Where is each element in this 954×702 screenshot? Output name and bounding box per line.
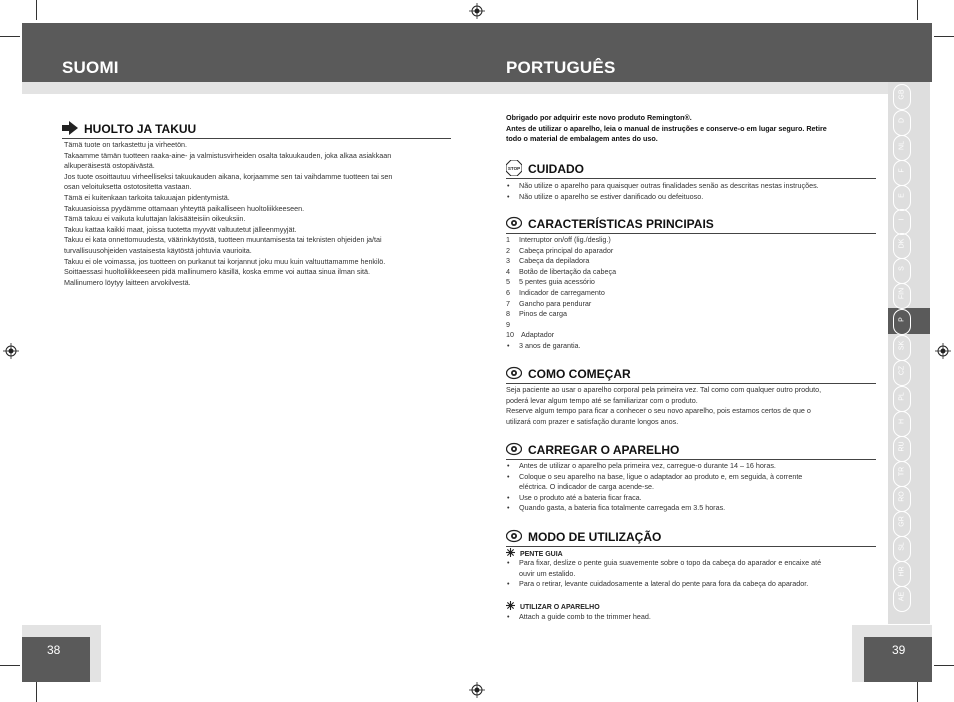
crop-mark	[0, 36, 20, 37]
registration-mark-icon	[469, 682, 485, 698]
intro-line: Antes de utilizar o aparelho, leia o manual de instruções e conserve-o em lugar seguro. Retire	[506, 123, 827, 133]
eye-icon	[506, 216, 522, 230]
tab-label: NL	[898, 141, 906, 150]
item-number: 4	[506, 266, 510, 276]
text-line: Jos tuote osoittautuu virheelliseksi takuukauden aikana, korjaamme sen tai vaihdamme tuotteen tai sen	[64, 171, 393, 181]
como-comecar-body	[506, 385, 881, 427]
tab-hr[interactable]	[893, 561, 911, 587]
cuidado-list	[506, 181, 881, 202]
list-item: • Quando gasta, a bateria fica totalmente carregada em 3.5 horas.	[507, 503, 726, 513]
item-number: 6	[506, 287, 510, 297]
tab-gb[interactable]	[893, 84, 911, 110]
utilizar-subheading	[506, 601, 600, 611]
utilizar-list	[506, 612, 881, 623]
tab-label: I	[898, 218, 906, 221]
tab-d[interactable]	[893, 110, 911, 136]
tab-label: GB	[898, 89, 906, 100]
text-line: osan veloituksetta ostotositetta vastaan.	[64, 182, 192, 192]
caracteristicas-section-heading	[506, 213, 876, 234]
crop-mark	[934, 665, 954, 666]
text-line: Tämä takuu ei vaikuta kuluttajan lakisääteisiin oikeuksiin.	[64, 214, 246, 224]
text-line: poderá levar algum tempo até se familiarizar com o produto.	[506, 395, 698, 405]
list-item	[506, 235, 881, 246]
cuidado-heading-text: CUIDADO	[528, 162, 584, 176]
crop-mark	[36, 682, 37, 702]
item-number: 7	[506, 298, 510, 308]
list-item	[506, 320, 881, 331]
text-line: Takuu kattaa kaikki maat, joissa tuotetta myyvät valtuutetut jälleenmyyjät.	[64, 224, 297, 234]
list-item-text: Botão de libertação da cabeça	[519, 266, 617, 276]
como-comecar-section-heading	[506, 363, 876, 384]
tab-label: PL	[898, 392, 906, 401]
tab-e[interactable]	[893, 185, 911, 211]
list-item: • Não utilize o aparelho para quaisquer outras finalidades senão as descritas nestas instruções.	[507, 181, 819, 190]
list-item-text: Antes de utilizar o aparelho pela primeira vez, carregue-o durante 14 – 16 horas.	[519, 461, 776, 470]
carregar-heading-text: CARREGAR O APARELHO	[528, 443, 680, 457]
crop-mark	[0, 665, 20, 666]
registration-mark-icon	[935, 343, 951, 359]
item-number: 9	[506, 319, 510, 329]
list-item: • Para o retirar, levante cuidadosamente a lateral do pente para fora da cabeça do aparador.	[507, 579, 809, 589]
eye-icon	[506, 529, 522, 543]
list-item	[506, 309, 881, 320]
list-item-text: 3 anos de garantia.	[519, 340, 581, 350]
cuidado-section-heading	[506, 158, 876, 179]
item-number: 10	[506, 330, 514, 340]
tab-label: P	[898, 317, 906, 322]
tab-label: F	[898, 168, 906, 173]
list-item-text: Adaptador	[521, 330, 555, 340]
carregar-section-heading	[506, 439, 876, 460]
list-item	[506, 330, 881, 341]
tab-ru[interactable]	[893, 436, 911, 462]
list-item: • Coloque o seu aparelho na base, ligue o adaptador ao produto e, em seguida, à corrente eléctrica. O indicador de carga acende-se.	[507, 471, 803, 492]
tab-gr[interactable]	[893, 511, 911, 537]
list-item-text: Indicador de carregamento	[519, 287, 605, 297]
item-number: 3	[506, 256, 510, 266]
list-item-text: Use o produto até a bateria ficar fraca.	[519, 492, 642, 502]
list-item-text: eléctrica. O indicador de carga acende-se.	[519, 482, 655, 492]
list-item-text: Gancho para pendurar	[519, 298, 592, 308]
tab-label: S	[898, 266, 906, 271]
tab-label: TR	[898, 466, 906, 477]
modo-section-heading	[506, 526, 876, 547]
list-item	[506, 246, 881, 257]
crop-mark	[917, 682, 918, 702]
tab-label: RO	[898, 491, 906, 502]
eye-icon	[506, 442, 522, 456]
registration-mark-icon	[3, 343, 19, 359]
tab-sl[interactable]	[893, 536, 911, 562]
crop-mark	[917, 0, 918, 20]
list-item-text: Quando gasta, a bateria fica totalmente carregada em 3.5 horas.	[519, 503, 726, 513]
text-line: Seja paciente ao usar o aparelho corporal pela primeira vez. Tal como com qualquer outro produto,	[506, 385, 822, 394]
tab-ae[interactable]	[893, 586, 911, 612]
text-line: utilizará com prazer e satisfação durante longos anos.	[506, 416, 679, 426]
left-page-title: SUOMI	[62, 58, 119, 77]
right-arrow-icon	[62, 121, 78, 135]
crop-mark	[934, 36, 954, 37]
utilizar-label: UTILIZAR O APARELHO	[519, 604, 600, 611]
tab-label: RU	[898, 441, 906, 452]
list-item	[506, 288, 881, 299]
huolto-body	[64, 140, 459, 288]
stop-sign-icon	[506, 160, 522, 176]
list-item	[506, 256, 881, 267]
item-number: 1	[506, 235, 510, 244]
item-number: 2	[506, 245, 510, 255]
tab-label: HR	[898, 566, 906, 577]
list-item-text: Cabeça da depiladora	[519, 256, 590, 266]
pente-guia-list	[506, 558, 881, 590]
list-item-text: Interruptor on/off (lig./deslig.)	[519, 235, 611, 244]
tab-s[interactable]	[893, 258, 911, 284]
text-line: Takaamme tämän tuotteen raaka-aine- ja valmistusvirheiden osalta takuukauden, joka alkaa asiakkaan	[64, 150, 392, 160]
text-line: Takuu ei ole voimassa, jos tuotteen on purkanut tai korjannut joku muu kuin valtuuttamamme henkilö.	[64, 256, 386, 266]
tab-sk[interactable]	[893, 335, 911, 361]
tab-label: D	[898, 117, 906, 124]
tab-label: H	[898, 418, 906, 425]
list-item-text: Cabeça principal do aparador	[519, 245, 614, 255]
list-item-text: Não utilize o aparelho para quaisquer outras finalidades senão as descritas nestas instruções.	[519, 181, 819, 190]
tab-fin[interactable]	[893, 283, 911, 309]
tab-label: AE	[898, 591, 906, 602]
tab-label: FIN	[898, 287, 906, 300]
list-item-text: 5 pentes guia acessório	[519, 277, 595, 287]
text-line: Mallinumero löytyy laitteen arvokilvestä.	[64, 277, 191, 287]
tab-label: GR	[898, 516, 906, 527]
list-item	[506, 277, 881, 288]
list-item-text: ouvir um estalido.	[519, 568, 576, 578]
list-item: • Attach a guide comb to the trimmer head.	[507, 612, 651, 621]
text-line: Tämä tuote on tarkastettu ja virheetön.	[64, 140, 188, 149]
right-page-number: 39	[892, 643, 906, 657]
intro-line: todo o material de embalagem antes do uso.	[506, 134, 658, 144]
tab-ro[interactable]	[893, 486, 911, 512]
stop-icon-text: STOP	[507, 166, 521, 171]
list-item: • Não utilize o aparelho se estiver danificado ou defeituoso.	[507, 191, 704, 201]
intro-line: Obrigado por adquirir este novo produto Remington®.	[506, 113, 692, 122]
como-comecar-heading-text: COMO COMEÇAR	[528, 367, 631, 381]
tab-dk[interactable]	[893, 233, 911, 259]
text-line: Tämä ei kuitenkaan tarkoita takuuajan pidentymistä.	[64, 192, 230, 202]
left-page-number: 38	[47, 643, 61, 657]
tab-label: SL	[898, 542, 906, 551]
item-number: 5	[506, 277, 510, 287]
tab-pl[interactable]	[893, 386, 911, 412]
right-page-title: PORTUGUÊS	[506, 58, 616, 77]
text-line: alkuperäisestä ostopäivästä.	[64, 161, 155, 171]
item-number: 8	[506, 309, 510, 319]
list-item-text: Para o retirar, levante cuidadosamente a lateral do pente para fora da cabeça do aparador.	[519, 579, 809, 589]
eye-icon	[506, 366, 522, 380]
list-item-text: Para fixar, deslize o pente guia suavemente sobre o topo da cabeça do aparador e encaixe até	[519, 558, 822, 567]
list-item: • Para fixar, deslize o pente guia suavemente sobre o topo da cabeça do aparador e encaixe até ouvir um estalido.	[507, 558, 822, 578]
pente-guia-subheading	[506, 548, 563, 558]
huolto-heading-text: HUOLTO JA TAKUU	[84, 122, 197, 136]
list-item: • Use o produto até a bateria ficar fraca.	[507, 492, 642, 502]
list-item-text: Coloque o seu aparelho na base, ligue o adaptador ao produto e, em seguida, à corrente	[519, 471, 803, 481]
tab-label: DK	[898, 238, 906, 249]
left-header-strip	[22, 82, 477, 94]
list-item-text: Não utilize o aparelho se estiver danificado ou defeituoso.	[519, 191, 704, 201]
text-line: Takuuasioissa pyydämme ottamaan yhteyttä paikalliseen huoltoliikkeeseen.	[64, 203, 305, 213]
intro-text	[506, 113, 881, 145]
caracteristicas-heading-text: CARACTERÍSTICAS PRINCIPAIS	[528, 217, 714, 231]
sparkle-icon	[506, 548, 515, 557]
text-line: turvallisuusohjeiden vastaisesta käytöstä johtuvia vaurioita.	[64, 245, 252, 255]
tab-p[interactable]	[893, 309, 911, 335]
caracteristicas-list	[506, 235, 881, 352]
carregar-list	[506, 461, 881, 514]
modo-heading-text: MODO DE UTILIZAÇÃO	[528, 530, 662, 544]
tab-nl[interactable]	[893, 135, 911, 161]
list-item	[506, 267, 881, 278]
tab-cz[interactable]	[893, 360, 911, 386]
tab-f[interactable]	[893, 160, 911, 186]
text-line: Takuu ei kata onnettomuudesta, väärinkäytöstä, tuotteen muuntamisesta tai teknisten ohjeiden ja/tai	[64, 235, 382, 245]
list-item: • 3 anos de garantia.	[507, 340, 581, 350]
list-item	[506, 299, 881, 310]
pente-guia-label: PENTE GUIA	[519, 551, 563, 558]
registration-mark-icon	[469, 3, 485, 19]
tab-i[interactable]	[893, 209, 911, 235]
tab-label: E	[898, 193, 906, 198]
list-item: • Antes de utilizar o aparelho pela primeira vez, carregue-o durante 14 – 16 horas.	[507, 461, 776, 470]
list-item-text: Pinos de carga	[519, 309, 567, 319]
tab-h[interactable]	[893, 411, 911, 437]
tab-tr[interactable]	[893, 461, 911, 487]
huolto-section-heading	[62, 118, 451, 139]
crop-mark	[36, 0, 37, 20]
tab-label: SK	[898, 340, 906, 351]
right-header-strip	[477, 82, 888, 94]
text-line: Soittaessasi huoltoliikkeeseen pidä mallinumero käsillä, koska emme voi auttaa sinua ilman sitä.	[64, 267, 371, 277]
list-item-text: Attach a guide comb to the trimmer head.	[519, 612, 651, 621]
text-line: Reserve algum tempo para ficar a conhecer o seu novo aparelho, pois estamos certos de que o	[506, 406, 811, 416]
sparkle-icon	[506, 601, 515, 610]
tab-label: CZ	[898, 365, 906, 376]
